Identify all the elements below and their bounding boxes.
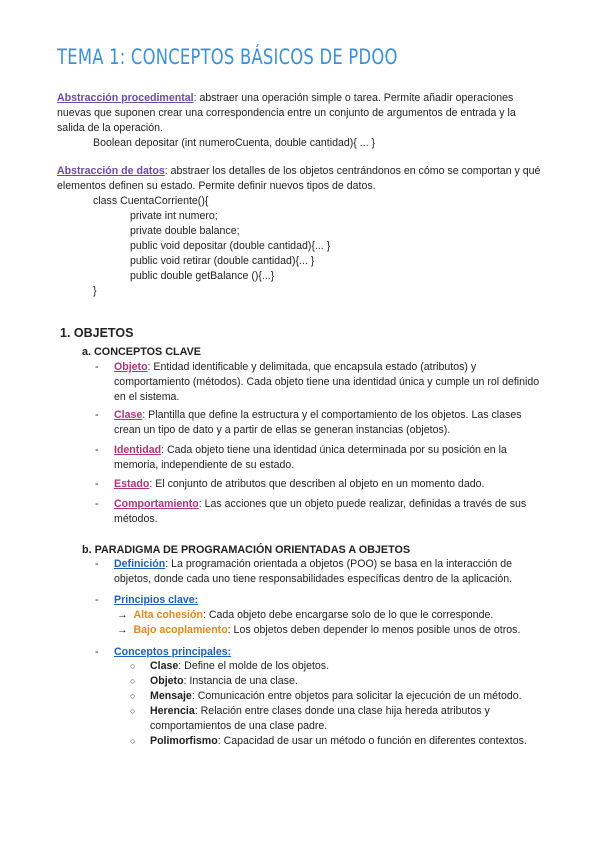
text-line: en el sistema. <box>114 391 180 403</box>
text-line: : Define el molde de los objetos. <box>178 660 330 672</box>
colon: : <box>227 646 232 658</box>
code-line: public double getBalance (){...} <box>130 270 275 282</box>
term-herencia: Herencia <box>150 705 195 717</box>
text-line: : Comunicación entre objetos para solicitar la ejecución de un método. <box>191 690 522 702</box>
text-line: : Entidad identificable y delimitada, que encapsula estado (atributos) y <box>147 361 477 373</box>
circle-bullet: ○ <box>130 736 136 746</box>
term-abstraccion-datos: Abstracción de datos <box>57 165 165 177</box>
abstraccion-procedimental-para <box>57 91 547 136</box>
circle-item <box>130 689 550 704</box>
term-objeto: Objeto <box>150 675 184 687</box>
term-identidad: Identidad <box>114 444 162 456</box>
text-line: elementos definen su estado. Permite definir nuevos tipos de datos. <box>57 180 376 192</box>
circle-bullet: ○ <box>130 706 136 716</box>
arrow-icon: → <box>117 609 128 621</box>
text-line: : Cada objeto tiene una identidad única determinada por su posición en la <box>161 444 507 456</box>
dash-bullet: - <box>95 478 99 490</box>
text-line: : El conjunto de atributos que describen al objeto en un momento dado. <box>149 478 485 490</box>
circle-item <box>130 659 550 674</box>
dash-bullet: - <box>95 558 99 570</box>
text-line: : Cada objeto debe encargarse solo de lo que le corresponde. <box>202 609 494 621</box>
dash-bullet: - <box>95 594 99 606</box>
code-line: } <box>93 285 97 297</box>
code-line: public void retirar (double cantidad){... } <box>130 255 315 267</box>
text-line: crean un tipo de dato y a partir de ellas se generan instancias (objetos). <box>114 424 451 436</box>
text-line: : abstraer una operación simple o tarea. Permite añadir operaciones <box>193 92 514 104</box>
term-comportamiento: Comportamiento <box>114 498 199 510</box>
subsection-heading-paradigma: b. PARADIGMA DE PROGRAMACIÓN ORIENTADAS A OBJETOS <box>82 544 411 556</box>
term-definicion: Definición <box>114 558 166 570</box>
list-item <box>95 497 545 527</box>
list-item <box>95 593 545 608</box>
dash-bullet: - <box>95 646 99 658</box>
term-estado: Estado <box>114 478 150 490</box>
term-abstraccion-procedimental: Abstracción procedimental <box>57 92 194 104</box>
term-conceptos-principales: Conceptos principales <box>114 646 228 658</box>
dash-bullet: - <box>95 444 99 456</box>
term-clase: Clase <box>114 409 143 421</box>
circle-item <box>130 704 550 734</box>
term-principios-clave: Principios clave <box>114 594 195 606</box>
dash-bullet: - <box>95 361 99 373</box>
term-objeto: Objeto <box>114 361 148 373</box>
dash-bullet: - <box>95 498 99 510</box>
code-line: class CuentaCorriente(){ <box>93 195 209 207</box>
text-line: : Capacidad de usar un método o función en diferentes contextos. <box>217 735 527 747</box>
text-line: métodos. <box>114 513 158 525</box>
arrow-item <box>117 608 493 623</box>
text-line: : abstraer los detalles de los objetos centrándonos en cómo se comportan y qué <box>164 165 541 177</box>
abstraccion-datos-para <box>57 164 547 194</box>
list-item <box>95 557 545 587</box>
text-line: comportamiento (métodos). Cada objeto tiene una identidad única y cumple un rol definido <box>114 376 540 388</box>
list-item <box>95 477 545 492</box>
circle-item <box>130 674 550 689</box>
circle-bullet: ○ <box>130 661 136 671</box>
term-clase: Clase <box>150 660 179 672</box>
text-line: : Relación entre clases donde una clase hija hereda atributos y <box>194 705 490 717</box>
text-line: objetos, donde cada uno tiene responsabilidades específicas dentro de la aplicación. <box>114 573 513 585</box>
circle-bullet: ○ <box>130 676 136 686</box>
page-title: TEMA 1: CONCEPTOS BÁSICOS DE PDOO <box>57 45 398 69</box>
subsection-heading-conceptos-clave: a. CONCEPTOS CLAVE <box>82 346 201 358</box>
colon: : <box>194 594 199 606</box>
term-alta-cohesion: Alta cohesión <box>133 609 203 621</box>
text-line: : Plantilla que define la estructura y el comportamiento de los objetos. Las clases <box>142 409 522 421</box>
code-line: public void depositar (double cantidad){... } <box>130 240 331 252</box>
code-line: private double balance; <box>130 225 240 237</box>
list-item <box>95 360 545 405</box>
section-heading-objetos: 1. OBJETOS <box>60 326 134 340</box>
text-line: : Los objetos deben depender lo menos posible unos de otros. <box>227 624 521 636</box>
circle-bullet: ○ <box>130 691 136 701</box>
list-item <box>95 645 545 660</box>
term-bajo-acoplamiento: Bajo acoplamiento <box>133 624 228 636</box>
dash-bullet: - <box>95 409 99 421</box>
text-line: memoria, independiente de su estado. <box>114 459 295 471</box>
code-line: Boolean depositar (int numeroCuenta, double cantidad){ ... } <box>93 137 376 149</box>
text-line: : Instancia de una clase. <box>183 675 298 687</box>
circle-item <box>130 734 550 749</box>
arrow-icon: → <box>117 624 128 636</box>
text-line: comportamientos de una clase padre. <box>150 720 328 732</box>
text-line: nuevas que suponen crear una correspondencia entre un conjunto de argumentos de entrada y la <box>57 107 516 119</box>
arrow-item <box>117 623 520 638</box>
list-item <box>95 443 545 473</box>
term-polimorfismo: Polimorfismo <box>150 735 218 747</box>
term-mensaje: Mensaje <box>150 690 192 702</box>
code-line: private int numero; <box>130 210 218 222</box>
text-line: : Las acciones que un objeto puede realizar, definidas a través de sus <box>198 498 527 510</box>
list-item <box>95 408 545 438</box>
text-line: : La programación orientada a objetos (POO) se basa en la interacción de <box>165 558 513 570</box>
text-line: salida de la operación. <box>57 122 164 134</box>
